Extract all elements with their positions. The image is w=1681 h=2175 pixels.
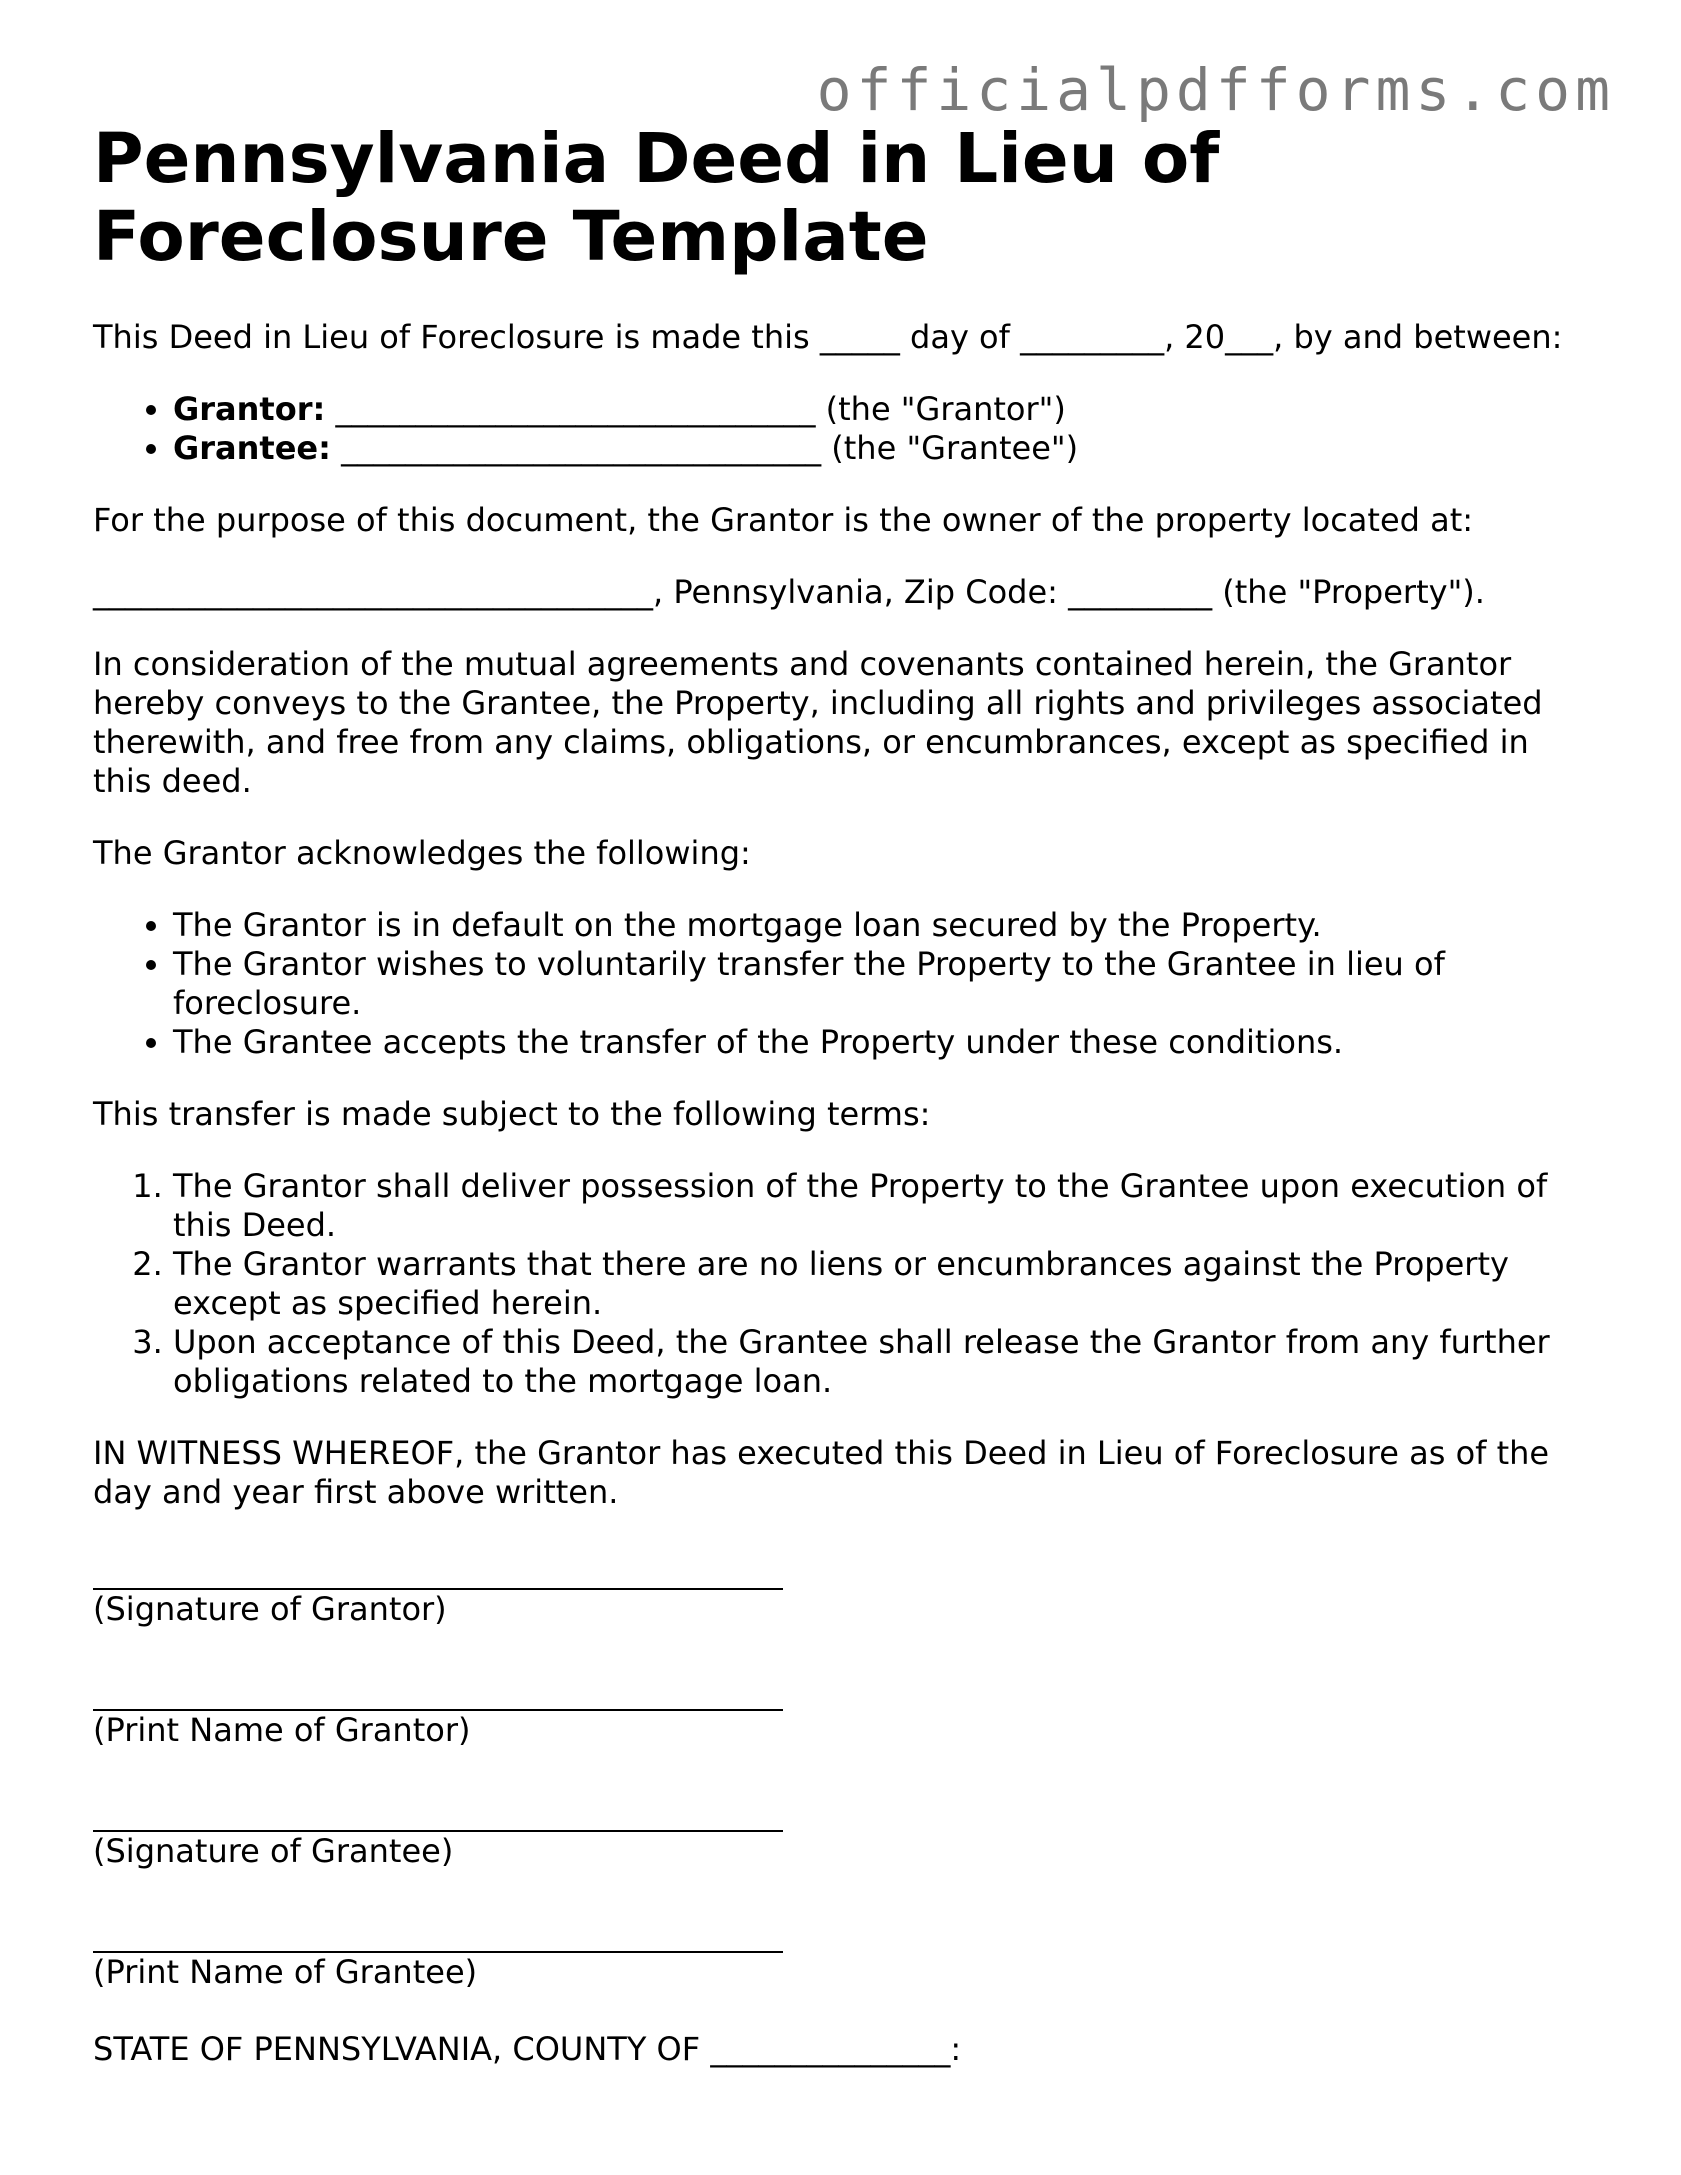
acknowledgements-list <box>93 906 1593 1062</box>
signature-line <box>93 1552 783 1590</box>
terms-intro: This transfer is made subject to the following terms: <box>93 1095 931 1133</box>
signature-line <box>93 1794 783 1832</box>
signature-line <box>93 1915 783 1953</box>
watermark: officialpdfforms.com <box>816 56 1615 124</box>
print-name-block-grantee <box>93 1915 1593 1992</box>
parties-list <box>93 390 1593 468</box>
signature-line <box>93 1673 783 1711</box>
signature-label: (Signature of Grantee) <box>93 1832 454 1870</box>
purpose-paragraph: For the purpose of this document, the Grantor is the owner of the property located at: <box>93 501 1474 539</box>
party-grantor <box>173 390 1593 429</box>
terms-list <box>93 1167 1593 1401</box>
term-item: 2. The Grantor warrants that there are no liens or encumbrances against the Property except as specified herein. <box>173 1245 1593 1323</box>
address-line: ___________________________________, Pennsylvania, Zip Code: _________ (the "Property"). <box>93 573 1485 611</box>
grantor-label: Grantor: <box>173 390 326 428</box>
acknowledgements-intro: The Grantor acknowledges the following: <box>93 834 751 872</box>
acknowledgement-item: • The Grantor is in default on the mortgage loan secured by the Property. <box>173 906 1593 945</box>
grantee-label: Grantee: <box>173 429 331 467</box>
signature-label: (Print Name of Grantor) <box>93 1711 471 1749</box>
witness-paragraph: IN WITNESS WHEREOF, the Grantor has executed this Deed in Lieu of Foreclosure as of the day and year first above written. <box>93 1434 1550 1511</box>
grantor-blank: ______________________________ (the "Grantor") <box>325 390 1066 428</box>
grantee-blank: ______________________________ (the "Grantee") <box>330 429 1079 467</box>
document-page <box>93 120 1593 2069</box>
acknowledgement-item: • The Grantor wishes to voluntarily transfer the Property to the Grantee in lieu of foreclosure. <box>173 945 1593 1023</box>
state-county-line: STATE OF PENNSYLVANIA, COUNTY OF _______________: <box>93 2030 962 2068</box>
signature-block-grantor <box>93 1552 1593 1629</box>
party-grantee <box>173 429 1593 468</box>
consideration-paragraph: In consideration of the mutual agreements and covenants contained herein, the Grantor hereby conveys to the Grantee, the Property, including all rights and privileges associated therewith, and free from any claims, obligations, or encumbrances, except as specified in this deed. <box>93 645 1543 800</box>
document-title: Pennsylvania Deed in Lieu of Foreclosure Template <box>93 119 1220 277</box>
term-item: 3. Upon acceptance of this Deed, the Grantee shall release the Grantor from any further obligations related to the mortgage loan. <box>173 1323 1593 1401</box>
print-name-block-grantor <box>93 1673 1593 1750</box>
term-item: 1. The Grantor shall deliver possession of the Property to the Grantee upon execution of this Deed. <box>173 1167 1593 1245</box>
signature-block-grantee <box>93 1794 1593 1871</box>
intro-paragraph: This Deed in Lieu of Foreclosure is made this _____ day of _________, 20___, by and between: <box>93 318 1563 356</box>
acknowledgement-item: • The Grantee accepts the transfer of the Property under these conditions. <box>173 1023 1593 1062</box>
signature-label: (Signature of Grantor) <box>93 1590 447 1628</box>
signature-label: (Print Name of Grantee) <box>93 1953 478 1991</box>
